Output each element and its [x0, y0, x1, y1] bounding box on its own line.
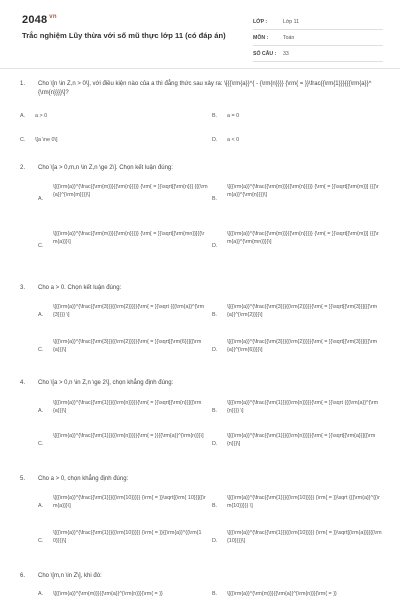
meta-label: LỚP : [253, 18, 268, 25]
option-d[interactable]: D. a < 0 [212, 137, 240, 143]
option-c[interactable]: C. \[{{\rm{a}}^{\frac{{\rm{3}}}{{\rm{2}}}}}{\rm{ = }}\sqrt[{\rm{6}}]{{\rm{a}}}\] [38, 339, 202, 354]
option-b[interactable]: B. \[{{\rm{a}}^{\rm{m}}}{{\rm{a}}^{\rm{n}}}{\rm{ = }} [212, 591, 337, 597]
option-b[interactable]: B. \[{{\rm{a}}^{\frac{{\rm{1}}}{{\rm{10}}}}} {\rm{ = }}\sqrt {{{\rm{a}}^{{\rm{10}}}}} \] [212, 495, 380, 510]
meta-value: Toán [283, 34, 295, 41]
option-c[interactable]: C. \[{{\rm{a}}^{\frac{{\rm{m}}}{{\rm{n}}}}} {\rm{ = }}\sqrt[{\rm{mn}}]{{\rm{a}}}\] [38, 231, 205, 250]
meta-label: SỐ CÂU : [253, 50, 277, 57]
option-a[interactable]: A. a > 0 [20, 113, 48, 119]
meta-row-subject [253, 30, 383, 46]
option-a[interactable]: A. \[{{\rm{a}}^{\frac{{\rm{1}}}{{\rm{n}}}}}{\rm{ = }}\sqrt[{\rm{n}}]{{\rm{a}}}\] [38, 400, 202, 415]
header-divider [0, 68, 400, 69]
option-a[interactable]: A. \[{{\rm{a}}^{\frac{{\rm{m}}}{{\rm{n}}}}} {\rm{ = }}\sqrt[{\rm{n}}] {{{\rm{a}}^{\rm{m}}}}\] [38, 184, 208, 203]
meta-row-class [253, 14, 383, 30]
meta-value: 33 [283, 50, 289, 57]
question-2 [20, 164, 390, 173]
meta-label: MÔN : [253, 34, 269, 41]
page-header [0, 0, 400, 64]
question-3 [20, 284, 390, 293]
option-d[interactable]: D. \[{{\rm{a}}^{\frac{{\rm{3}}}{{\rm{2}}}}}{\rm{ = }}\sqrt[{\rm{3}}]{{{\rm{a}}^{\rm{6}}}}\] [212, 339, 378, 354]
option-b[interactable]: B. \[{{\rm{a}}^{\frac{{\rm{1}}}{{\rm{n}}}}}{\rm{ = }}\sqrt {{{\rm{a}}^{\rm{n}}}} \] [212, 400, 379, 415]
option-d[interactable]: D. \[{{\rm{a}}^{\frac{{\rm{1}}}{{\rm{10}}}}} {\rm{ = }}\sqrt[{\rm{a}}]{{{\rm{10}}}}\] [212, 530, 382, 545]
question-5 [20, 475, 390, 484]
question-4 [20, 379, 390, 388]
page-title: Trắc nghiệm Lũy thừa với số mũ thực lớp 11 (có đáp án) [22, 31, 226, 40]
document-meta [253, 14, 383, 62]
option-a[interactable]: A. \[{{\rm{a}}^{\frac{{\rm{3}}}{{\rm{2}}}}}{\rm{ = }}\sqrt {{{\rm{a}}^{\rm{3}}}} \] [38, 304, 205, 319]
meta-row-count [253, 46, 383, 62]
meta-value: Lớp 11 [283, 18, 299, 25]
option-b[interactable]: B. a = 0 [212, 113, 240, 119]
option-d[interactable]: D. \[{{\rm{a}}^{\frac{{\rm{1}}}{{\rm{n}}}}}{\rm{ = }}\sqrt[{\rm{a}}]{{\rm{n}}}\] [212, 433, 376, 448]
question-text: 6. Cho \[m,n \in Z\], khi đó: [20, 573, 102, 579]
question-text: 5. Cho a > 0, chọn khẳng định đúng: [20, 476, 129, 482]
option-c[interactable]: C. \[{{\rm{a}}^{\frac{{\rm{1}}}{{\rm{n}}}}}{\rm{ = }}{{\rm{a}}^{\rm{n}}}\] [38, 433, 204, 448]
option-d[interactable]: D. \[{{\rm{a}}^{\frac{{\rm{m}}}{{\rm{n}}}}} {\rm{ = }}\sqrt[{\rm{m}}] {{{\rm{a}}^{\rm{mn}}}}\] [212, 231, 379, 250]
site-logo[interactable]: 2048 $^{vn}$ [22, 14, 57, 26]
option-c[interactable]: C. \[{{\rm{a}}^{\frac{{\rm{1}}}{{\rm{10}}}}} {\rm{ = }}{{\rm{a}}^{{\rm{10}}}}\] [38, 530, 202, 545]
question-6 [20, 572, 390, 581]
question-text: 3. Cho a > 0. Chọn kết luận đúng: [20, 285, 122, 291]
question-text: 2. Cho \[a > 0,m,n \in Z,n \ge 2\]. Chọn kết luận đúng: [20, 165, 173, 171]
option-a[interactable]: A. \[{{\rm{a}}^{\frac{{\rm{1}}}{{\rm{10}}}}} {\rm{ = }}\sqrt[{\rm{ 10}}]{{\rm{a}}}\] [38, 495, 206, 510]
option-c[interactable]: C. \[a \ne 0\] [20, 137, 58, 143]
option-b[interactable]: B. \[{{\rm{a}}^{\frac{{\rm{3}}}{{\rm{2}}}}}{\rm{ = }}\sqrt[{\rm{3}}]{{{\rm{a}}^{\rm{2}}}}\] [212, 304, 378, 319]
question-1 [20, 80, 390, 98]
option-b[interactable]: B. \[{{\rm{a}}^{\frac{{\rm{m}}}{{\rm{n}}}}} {\rm{ = }}\sqrt[{\rm{m}}] {{{\rm{a}}^{\rm{n}}}}\] [212, 184, 379, 203]
question-text: 1. Cho \[n \in Z,n > 0\], với điều kiện nào của a thì đẳng thức sau xảy ra: \[{{\rm{a}}^{ - {\rm{n}}}} {\rm{ = }}\frac{{\rm{1}}}{{{\rm{a}}^{\rm{n}}}}\]? [20, 81, 372, 96]
question-text: 4. Cho \[a > 0,n \in Z,n \ge 2\], chọn khẳng định đúng: [20, 380, 174, 386]
option-a[interactable]: A. \[{{\rm{a}}^{\rm{m}}}{{\rm{a}}^{\rm{n}}}{\rm{ = }} [38, 591, 163, 597]
